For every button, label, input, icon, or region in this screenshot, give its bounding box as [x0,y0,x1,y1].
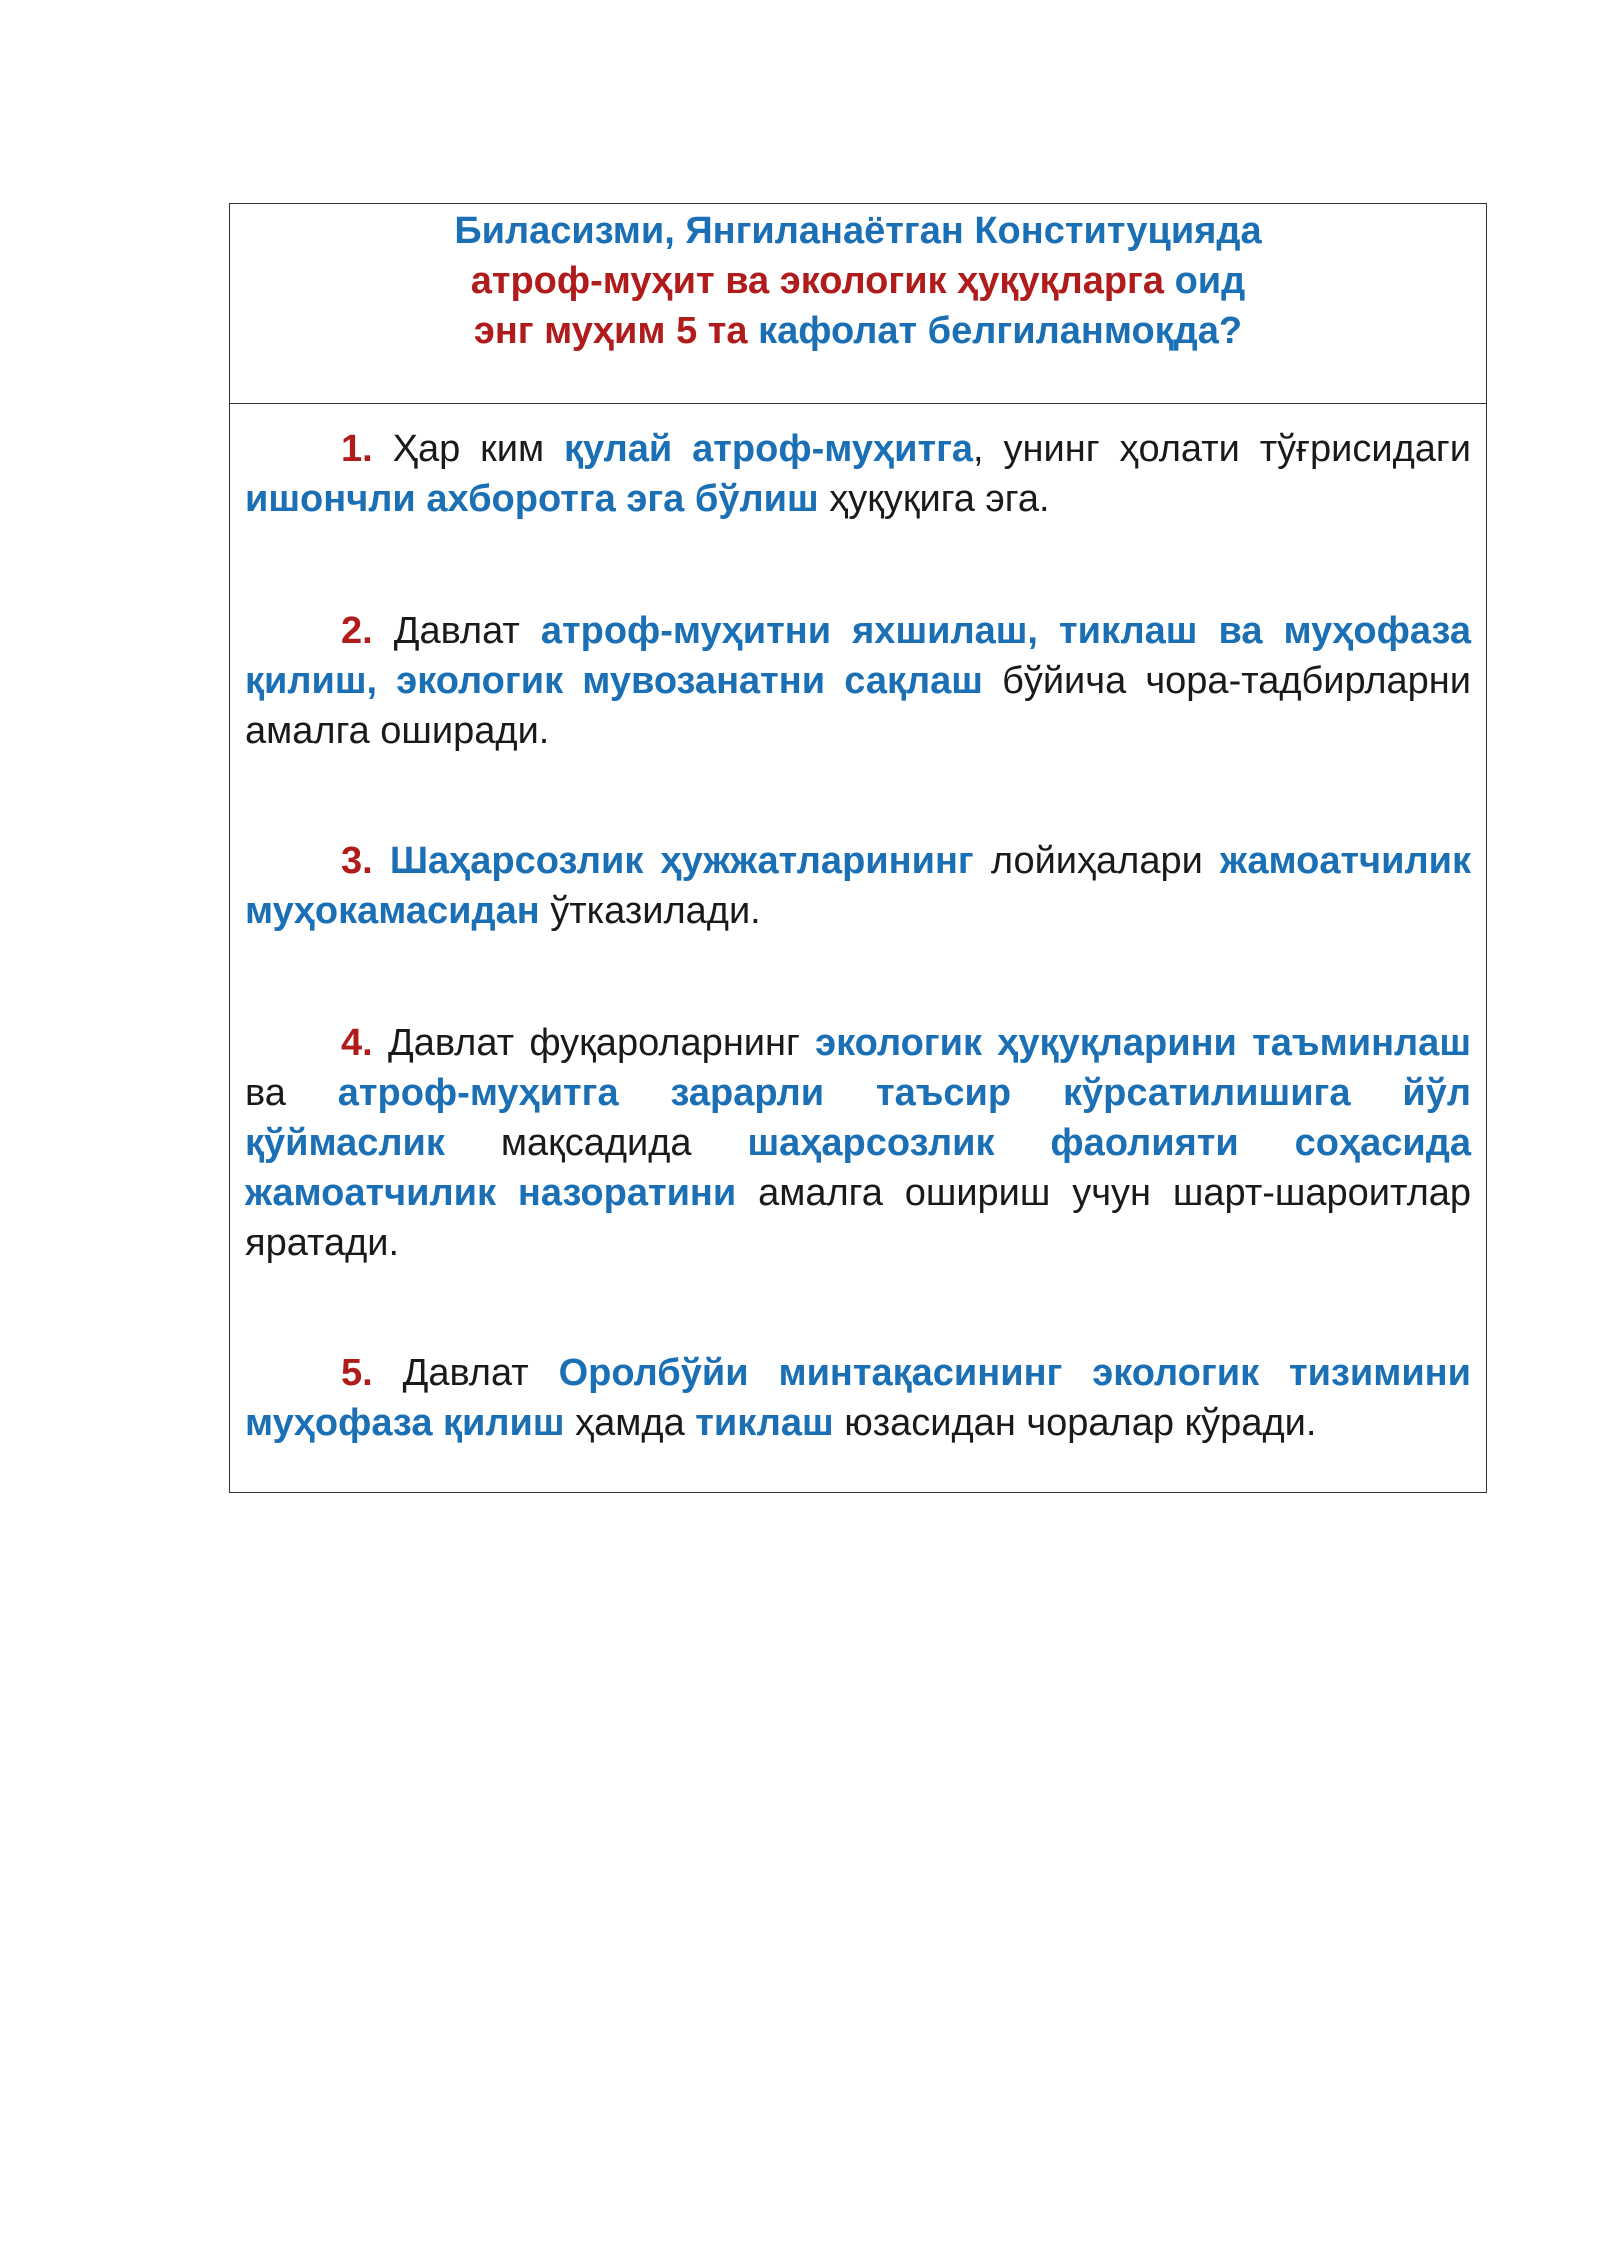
item-text: ўтказилади. [539,890,761,932]
item-text: бўйича чора-тадбирларни амалга оширади. [245,660,1471,752]
header-line-1: Биласизми, Янгиланаётган Конституцияда [454,210,1262,252]
guarantee-item-2 [245,606,1471,756]
highlighted-text: Оролбўйи минтақасининг экологик тизимини муҳофаза қилиш [245,1352,1471,1444]
header-line-2 [230,256,1486,306]
highlighted-text: шаҳарсозлик фаолияти соҳасида жамоатчилик назоратини [245,1122,1472,1214]
item-text: Ҳар ким [372,428,564,470]
item-number: 2. [341,610,373,652]
highlighted-text: тиклаш [695,1402,834,1444]
item-text: лойиҳалари [973,840,1220,882]
item-number: 4. [341,1022,373,1064]
guarantee-item-4 [245,1018,1471,1268]
header-line-3-red: энг муҳим 5 та [473,310,748,352]
highlighted-text: атроф-муҳитга зарарли таъсир кўрсатилишига йўл қўймаслик [245,1072,1472,1164]
header-line-3-blue: кафолат белгиланмоқда? [747,310,1243,352]
header-line-3 [230,306,1486,356]
item-text: амалга ошириш учун шарт-шароитлар яратади. [245,1172,1472,1264]
header-line-2-blue: оид [1164,260,1246,302]
item-text: юзасидан чоралар кўради. [833,1402,1317,1444]
item-text: ҳамда [564,1402,696,1444]
item-text: мақсадида [444,1122,748,1164]
item-text: ҳуқуқига эга. [818,478,1050,520]
guarantee-item-1 [245,424,1471,524]
item-number: 5. [341,1352,373,1394]
highlighted-text: жамоатчилик муҳокамасидан [245,840,1471,932]
highlighted-text: қулай атроф-муҳитга [563,428,974,470]
item-text [373,840,390,882]
info-table [229,203,1487,1493]
item-number: 3. [341,840,373,882]
highlighted-text: ишончли ахборотга эга бўлиш [245,478,819,520]
highlighted-text: Шаҳарсозлик ҳужжатларининг [389,840,974,882]
guarantee-item-5 [245,1348,1471,1448]
item-text: , унинг ҳолати тўғрисидаги [973,428,1471,470]
item-text: Давлат [372,1352,559,1394]
table-header [230,204,1486,404]
item-text: Давлат [372,610,541,652]
item-text: Давлат фуқароларнинг [372,1022,816,1064]
header-line-2-red: атроф-муҳит ва экологик ҳуқуқларга [470,260,1165,302]
guarantee-item-3 [245,836,1471,936]
highlighted-text: экологик ҳуқуқларини таъминлаш [815,1022,1471,1064]
highlighted-text: атроф-муҳитни яхшилаш, тиклаш ва муҳофаза қилиш, экологик мувозанатни сақлаш [245,610,1471,702]
item-number: 1. [341,428,373,470]
item-text: ва [245,1072,338,1114]
